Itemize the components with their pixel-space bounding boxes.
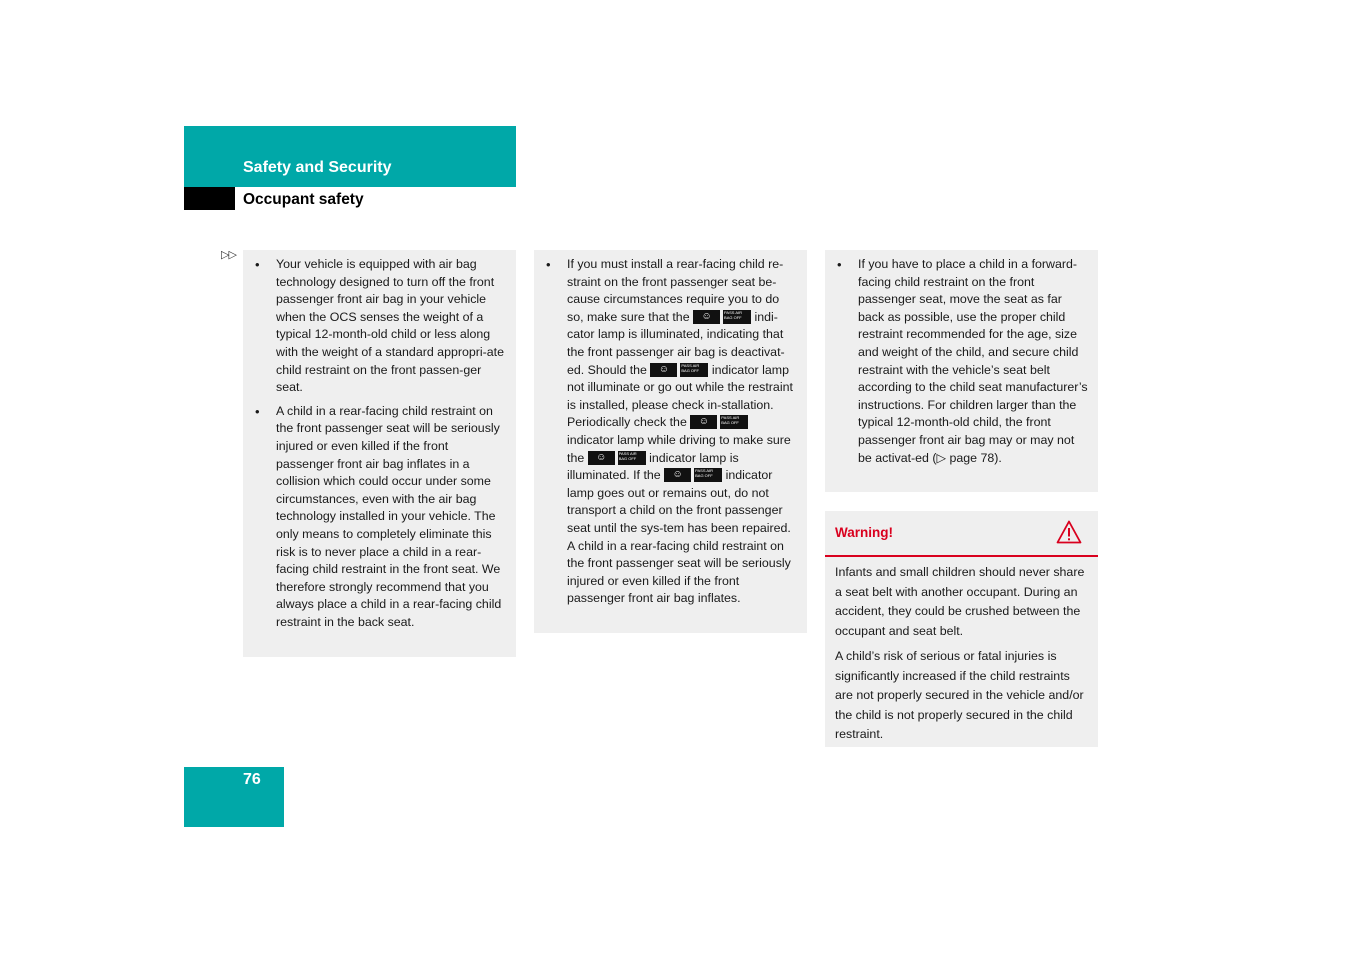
continued-marker: ▷▷ — [221, 249, 236, 261]
header-band — [184, 126, 516, 187]
airbag-off-lamp-icon: ☺ PASS AIR BAG OFF — [650, 363, 708, 377]
warning-triangle-icon — [1056, 520, 1082, 544]
list-item: • Your vehicle is equipped with air bag technology designed to turn off the front passenger front air bag in your vehicle when the OCS senses the weight of a typical 12-month-old child or less along with the weight of a standard appropri-ate child restraint on the front passen-ger seat. — [253, 256, 506, 397]
airbag-off-lamp-icon: ☺ PASS AIR BAG OFF — [664, 468, 722, 482]
text-column-2 — [534, 250, 807, 633]
warning-paragraph: A child’s risk of serious or fatal injuries is significantly increased if the child restraints are not properly secured in the vehicle and/or the child is not properly secured in the child restraint. — [835, 649, 1084, 741]
warning-header — [825, 511, 1098, 557]
section-title: Safety and Security — [243, 159, 392, 176]
warning-title: Warning! — [835, 525, 893, 540]
page-number: 76 — [243, 771, 261, 788]
text-column-1 — [243, 250, 516, 657]
list-item: • If you have to place a child in a forward-facing child restraint on the front passenger seat, move the seat as far back as possible, use the proper child restraint recommended for the age, size and weight of the child, and secure child restraint with the vehicle’s seat belt according to the child seat manufacturer’s instructions. For children larger than the typical 12-month-old child, the front passenger front air bag may or may not be activat-ed (▷ page 78). — [835, 256, 1088, 467]
page-tab — [184, 767, 284, 827]
list-item: • A child in a rear-facing child restraint on the front passenger seat will be seriously injured or even killed if the front passenger front air bag inflates in a collision which could occur under some circumstances, even with the air bag technology installed in your vehicle. The only means to completely eliminate this risk is to never place a child in a rear-facing child restraint in the front seat. We therefore strongly recommend that you always place a child in a rear-facing child restraint in the back seat. — [253, 403, 506, 632]
list-item: • If you must install a rear-facing child re-straint on the front passenger seat be-cause circumstances require you to do so, make sure that the ☺ PASS AIR BAG OFF indi-cator lamp is illuminated, indicating that the front passenger air bag is deactivat-ed. Should the ☺ PASS AIR BAG OFF indicator lamp not illuminate or go out while the restraint is installed, please check in-stallation. Periodically check the ☺ PASS AIR BAG OFF indicator lamp while driving to make sure the ☺ PASS AIR BAG OFF indicator lamp is illuminated. If the ☺ PASS AIR BAG OFF indicator lamp goes out or remains out, do not transport a child on the front passenger seat until the sys-tem has been repaired. A child in a rear-facing child restraint on the front passenger seat will be seriously injured or even killed if the front passenger front air bag inflates. — [544, 256, 797, 608]
subsection-title: Occupant safety — [243, 191, 364, 208]
warning-box — [825, 511, 1098, 747]
warning-paragraph: Infants and small children should never share a seat belt with another occupant. During an accident, they could be crushed between the occupant and seat belt. — [835, 565, 1085, 638]
airbag-off-lamp-icon: ☺ PASS AIR BAG OFF — [588, 451, 646, 465]
airbag-off-lamp-icon: ☺ PASS AIR BAG OFF — [693, 310, 751, 324]
text-column-3 — [825, 250, 1098, 492]
airbag-off-lamp-icon: ☺ PASS AIR BAG OFF — [690, 415, 748, 429]
section-marker — [184, 187, 235, 210]
